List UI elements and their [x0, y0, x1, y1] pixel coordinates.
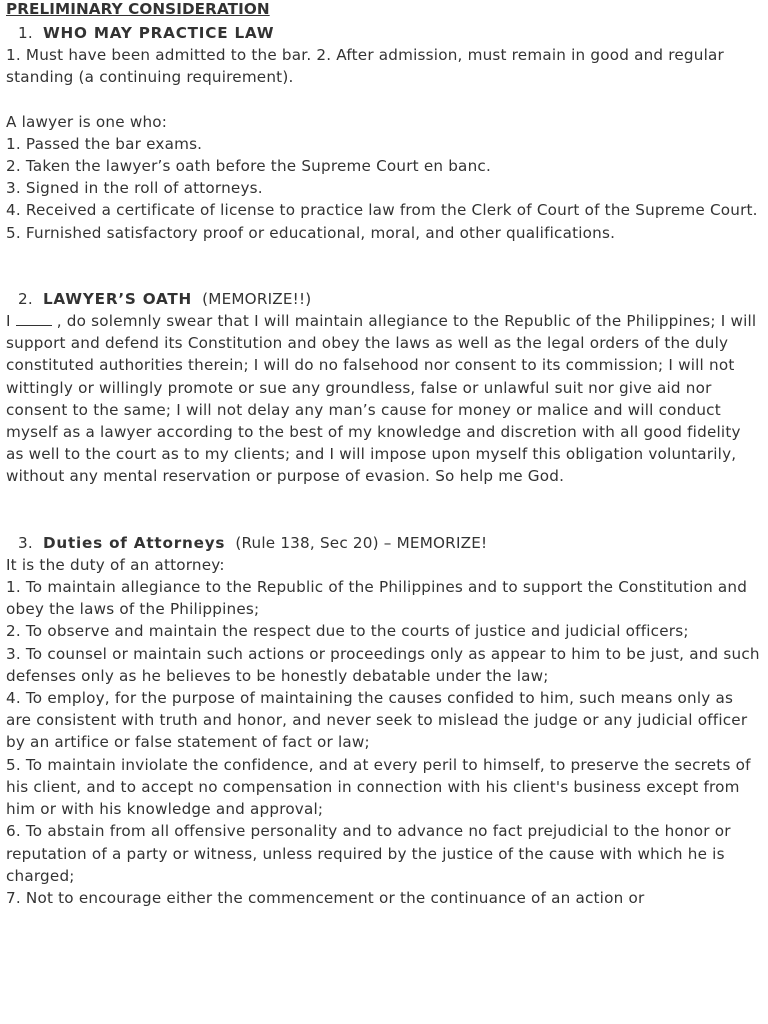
section-number: 3.: [18, 533, 33, 552]
section-3-heading: [6, 532, 762, 554]
section-2-heading: [6, 288, 762, 310]
list-item: 4. To employ, for the purpose of maintaining the causes confided to him, such means only as are consistent with truth and honor, and never seek to mislead the judge or any judicial officer by an artifice or false statement of fact or law;: [6, 689, 748, 752]
oath-paragraph: [6, 310, 762, 488]
list-item: 3. To counsel or maintain such actions or proceedings only as appear to him to be just, and such defenses only as he believes to be honestly debatable under the law;: [6, 644, 760, 685]
section-title: WHO MAY PRACTICE LAW: [42, 24, 275, 42]
section-number: 2.: [18, 289, 33, 308]
list-item: 1. To maintain allegiance to the Republic of the Philippines and to support the Constitution and obey the laws of the Philippines;: [6, 578, 748, 619]
list-item: 5. Furnished satisfactory proof or educational, moral, and other qualifications.: [6, 223, 616, 242]
list-item: 2. Taken the lawyer’s oath before the Supreme Court en banc.: [6, 157, 491, 176]
paragraph: 1. Must have been admitted to the bar. 2. After admission, must remain in good and regular standing (a continuing requirement).: [6, 46, 724, 87]
section-title: Duties of Attorneys: [42, 533, 226, 552]
list-item: 6. To abstain from all offensive personality and to advance no fact prejudicial to the honor or reputation of a party or witness, unless required by the justice of the cause with which he is charged;: [6, 822, 731, 885]
list-intro: A lawyer is one who:: [6, 112, 168, 131]
document-title: PRELIMINARY CONSIDERATION: [6, 0, 270, 18]
list-item: 7. Not to encourage either the commencement or the continuance of an action or: [6, 888, 645, 907]
list-item: 2. To observe and maintain the respect due to the courts of justice and judicial officers;: [6, 622, 689, 641]
list-item: 4. Received a certificate of license to practice law from the Clerk of Court of the Supreme Court.: [6, 201, 758, 220]
name-blank: [16, 313, 52, 326]
list-item: 3. Signed in the roll of attorneys.: [6, 179, 263, 198]
list-item: 1. Passed the bar exams.: [6, 134, 203, 153]
section-number: 1.: [18, 24, 33, 42]
section-title: LAWYER’S OATH: [42, 289, 193, 308]
section-note: (MEMORIZE!!): [202, 289, 312, 308]
oath-text: , do solemnly swear that I will maintain allegiance to the Republic of the Philippines; I will support and defend its Constitution and obey the laws as well as the legal orders of the duly constituted authorities therein; I will do no falsehood nor consent to its commission; I will not wittingly or willingly promote or sue any groundless, false or unlawful suit nor give aid nor consent to the same; I will not delay any man’s cause for money or malice and will conduct myself as a lawyer according to the best of my knowledge and discretion with all good fidelity as well to the court as to my clients; and I will impose upon myself this obligation voluntarily, without any mental reservation or purpose of evasion. So help me God.: [6, 312, 757, 486]
section-1-heading: [6, 22, 762, 44]
list-intro: It is the duty of an attorney:: [6, 555, 225, 574]
section-note: (Rule 138, Sec 20) – MEMORIZE!: [235, 533, 488, 552]
list-item: 5. To maintain inviolate the confidence, and at every peril to himself, to preserve the secrets of his client, and to accept no compensation in connection with his client's business except from him or with his knowledge and approval;: [6, 755, 751, 819]
oath-start: I: [6, 312, 11, 331]
